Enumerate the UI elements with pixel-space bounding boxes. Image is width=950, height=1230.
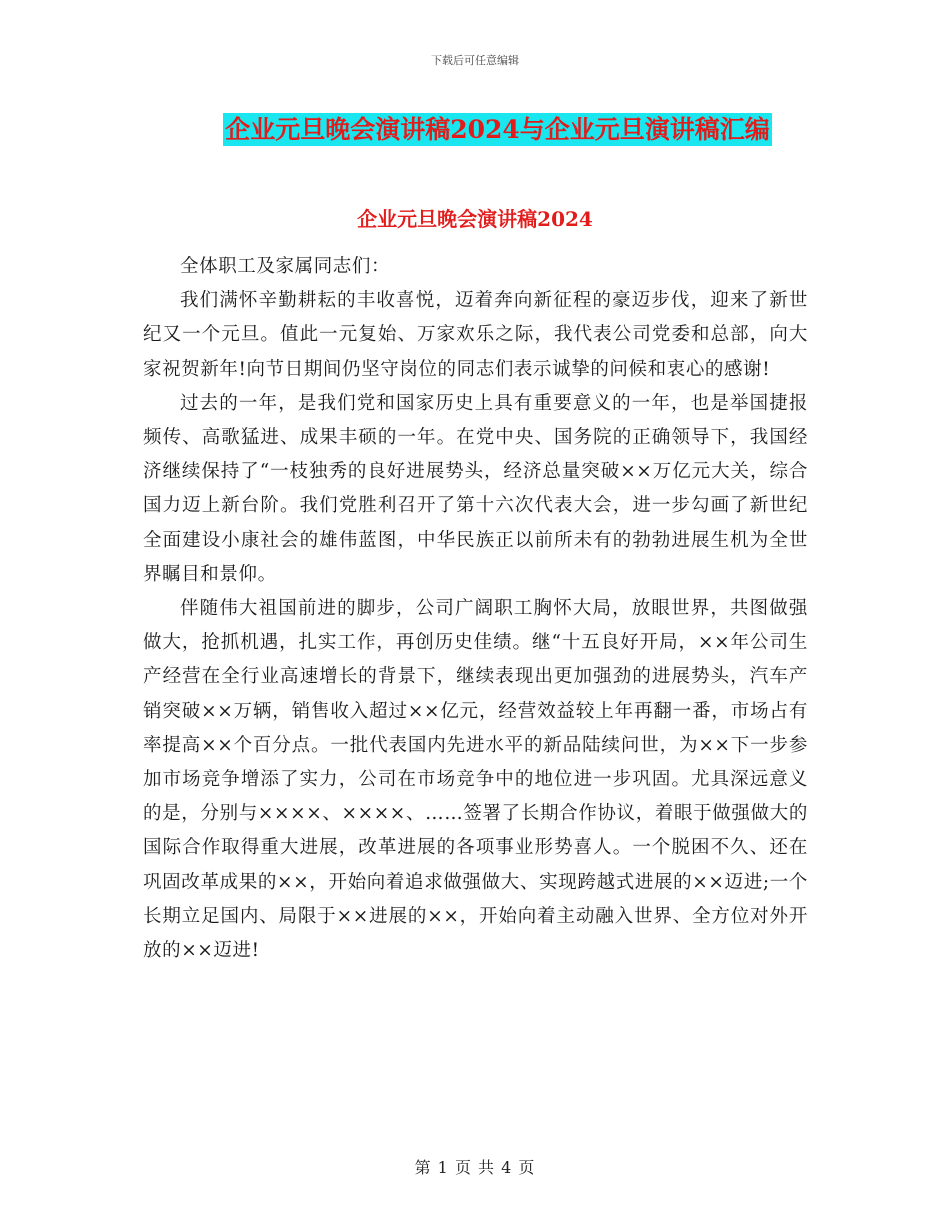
paragraph: 我们满怀辛勤耕耘的丰收喜悦，迈着奔向新征程的豪迈步伐，迎来了新世纪又一个元旦。值此一元复始、万家欢乐之际，我代表公司党委和总部，向大家祝贺新年!向节日期间仍坚守岗位的同志们表示诚挚的问候和衷心的感谢! (143, 290, 808, 380)
paragraph: 过去的一年，是我们党和国家历史上具有重要意义的一年，也是举国捷报频传、高歌猛进、成果丰硕的一年。在党中央、国务院的正确领导下，我国经济继续保持了“一枝独秀的良好进展势头，经济总量突破××万亿元大关，综合国力迈上新台阶。我们党胜利召开了第十六次代表大会，进一步勾画了新世纪全面建设小康社会的雄伟蓝图，中华民族正以前所未有的勃勃进展生机为全世界瞩目和景仰。 (143, 392, 808, 585)
paragraph: 伴随伟大祖国前进的脚步，公司广阔职工胸怀大局，放眼世界，共图做强做大，抢抓机遇，扎实工作，再创历史佳绩。继“十五良好开局，××年公司生产经营在全行业高速增长的背景下，继续表现出更加强劲的进展势头，汽车产销突破××万辆，销售收入超过××亿元，经营效益较上年再翻一番，市场占有率提高××个百分点。一批代表国内先进水平的新品陆续问世，为××下一步参加市场竞争增添了实力，公司在市场竞争中的地位进一步巩固。尤具深远意义的是，分别与××××、××××、……签署了长期合作协议，着眼于做强做大的国际合作取得重大进展，改革进展的各项事业形势喜人。一个脱困不久、还在巩固改革成果的××，开始向着追求做强做大、实现跨越式进展的××迈进;一个长期立足国内、局限于××进展的××，开始向着主动融入世界、全方位对外开放的××迈进! (143, 598, 808, 962)
main-title-highlight: 企业元旦晚会演讲稿2024与企业元旦演讲稿汇编 (225, 115, 770, 144)
header-note: 下载后可任意编辑 (431, 54, 519, 67)
section-title: 企业元旦晚会演讲稿2024 (357, 207, 593, 231)
page-number-footer: 第 1 页 共 4 页 (414, 1158, 536, 1177)
document-main-title (0, 110, 950, 146)
paragraph-salutation: 全体职工及家属同志们： (180, 256, 391, 277)
document-body (143, 250, 808, 968)
